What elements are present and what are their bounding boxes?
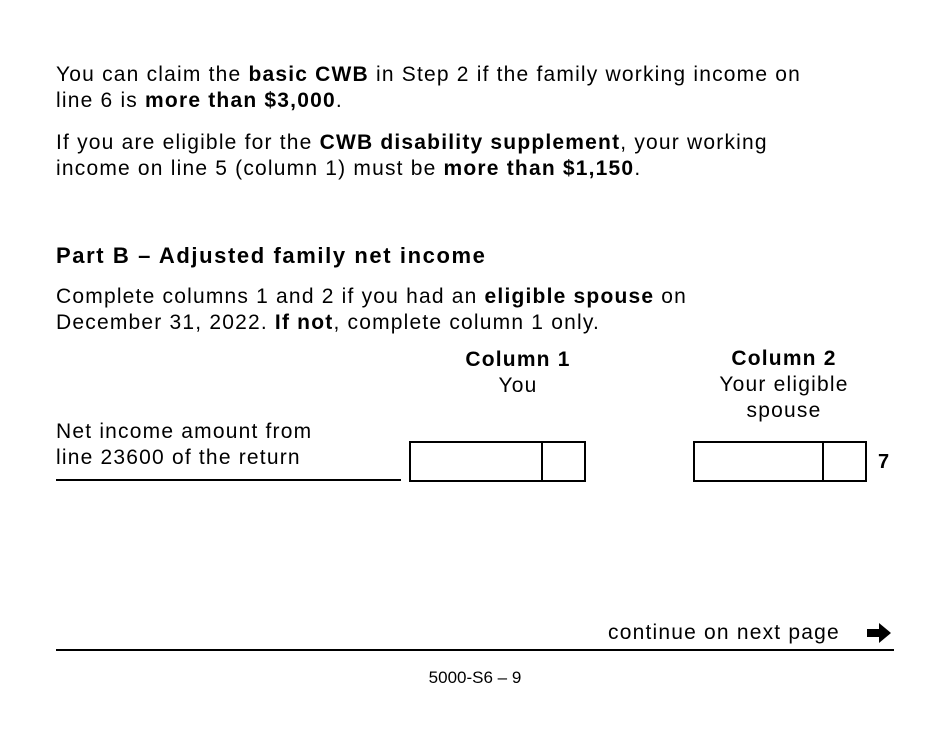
part-b-intro <box>56 284 687 310</box>
paragraph-disability-supplement <box>56 130 768 156</box>
line7-label-line2: line 23600 of the return <box>56 446 301 469</box>
page-identifier: 5000-S6 – 9 <box>428 668 522 687</box>
column2-title: Column 2 <box>731 347 837 370</box>
line7-label-line1: Net income amount from <box>56 420 313 443</box>
line7-label-underline <box>56 479 401 481</box>
section-heading-part-b: Part B – Adjusted family net income <box>56 243 487 268</box>
text: If you are eligible for the <box>56 131 320 154</box>
text: . <box>634 157 642 180</box>
text: . <box>335 89 343 112</box>
bold-text: more than $1,150 <box>443 157 635 180</box>
bold-text: eligible spouse <box>484 285 655 308</box>
bold-text: basic CWB <box>248 63 369 86</box>
line7-column1-amount-field[interactable] <box>409 441 586 482</box>
text: , complete column 1 only. <box>333 311 600 334</box>
text: Complete columns 1 and 2 if you had an <box>56 285 485 308</box>
bold-text: If not <box>274 311 334 334</box>
bold-text: CWB disability supplement <box>319 131 621 154</box>
line7-column2-amount-field[interactable] <box>693 441 867 482</box>
text: You can claim the <box>56 63 249 86</box>
part-b-intro-line2 <box>56 310 600 336</box>
column2-subtitle-line2: spouse <box>746 399 822 422</box>
paragraph-basic-cwb-line2 <box>56 88 343 114</box>
continue-on-next-page <box>608 620 840 646</box>
bold-text: more than $3,000 <box>145 89 336 112</box>
arrow-right-icon <box>865 621 893 645</box>
line7-column1-cents-divider <box>541 443 543 480</box>
text: income on line 5 (column 1) must be <box>56 157 444 180</box>
paragraph-disability-supplement-line2 <box>56 156 641 182</box>
column1-title: Column 1 <box>465 348 571 371</box>
column2-header <box>676 346 892 424</box>
line7-column2-cents-divider <box>822 443 824 480</box>
line7-label <box>56 419 312 471</box>
text: , your working <box>620 131 768 154</box>
footer-divider <box>56 649 894 651</box>
text: in Step 2 if the family working income on <box>368 63 802 86</box>
column1-subtitle: You <box>498 374 538 397</box>
text: line 6 is <box>56 89 146 112</box>
column1-header <box>410 347 626 399</box>
column2-subtitle-line1: Your eligible <box>719 373 849 396</box>
paragraph-basic-cwb <box>56 62 801 88</box>
continue-text: continue on next page <box>608 621 840 644</box>
text: on <box>654 285 688 308</box>
line-number-7: 7 <box>878 451 890 473</box>
text: December 31, 2022. <box>56 311 275 334</box>
